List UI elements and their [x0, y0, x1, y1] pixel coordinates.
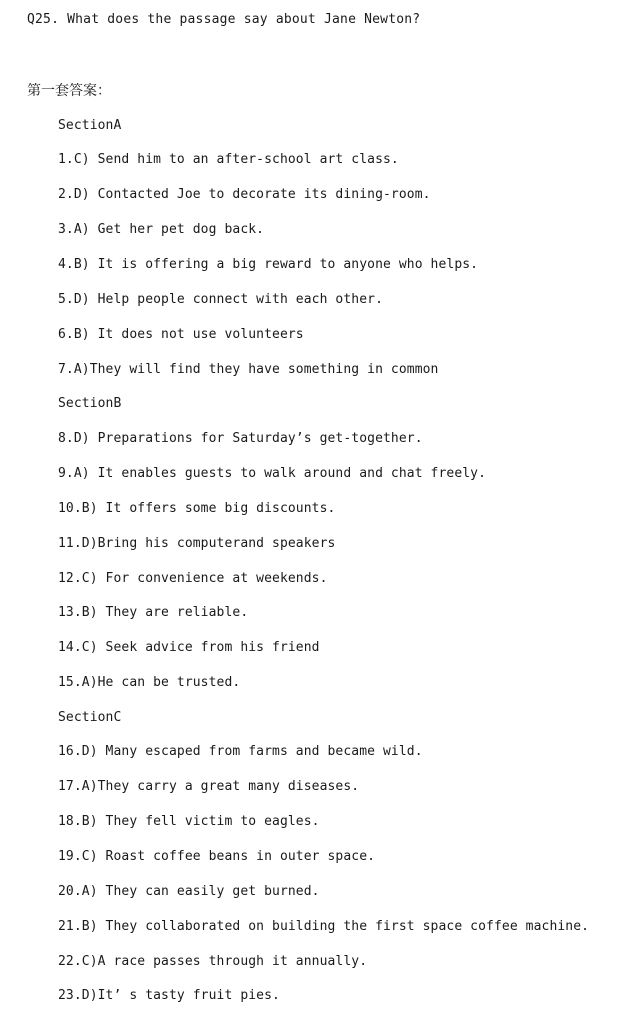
answer-line: 5.D) Help people connect with each other. [58, 292, 383, 307]
answer-line: 20.A) They can easily get burned. [58, 884, 320, 899]
answer-line: 19.C) Roast coffee beans in outer space. [58, 849, 376, 864]
answer-line: 17.A)They carry a great many diseases. [58, 779, 360, 794]
answer-line: 7.A)They will find they have something in common [58, 362, 439, 377]
answer-line: 1.C) Send him to an after-school art class. [58, 152, 399, 167]
answer-line: 13.B) They are reliable. [58, 605, 249, 620]
answer-line: 11.D)Bring his computerand speakers [58, 536, 336, 551]
answer-line: 3.A) Get her pet dog back. [58, 222, 265, 237]
question-text: Q25. What does the passage say about Jane Newton? [27, 12, 421, 27]
answer-line: 10.B) It offers some big discounts. [58, 501, 336, 516]
section-label: SectionA [58, 118, 122, 133]
answer-line: 6.B) It does not use volunteers [58, 327, 304, 342]
answer-line: 2.D) Contacted Joe to decorate its dining-room. [58, 187, 431, 202]
answer-set-heading: 第一套答案： [27, 83, 111, 99]
section-label: SectionC [58, 710, 122, 725]
answer-line: 9.A) It enables guests to walk around and chat freely. [58, 466, 487, 481]
answer-line: 16.D) Many escaped from farms and became wild. [58, 744, 423, 759]
answer-line: 15.A)He can be trusted. [58, 675, 241, 690]
answer-line: 12.C) For convenience at weekends. [58, 571, 328, 586]
answer-line: 21.B) They collaborated on building the first space coffee machine. [58, 919, 590, 934]
answer-line: 4.B) It is offering a big reward to anyone who helps. [58, 257, 479, 272]
answer-line: 18.B) They fell victim to eagles. [58, 814, 320, 829]
answer-line: 22.C)A race passes through it annually. [58, 954, 368, 969]
section-label: SectionB [58, 396, 122, 411]
answer-line: 8.D) Preparations for Saturday’s get-together. [58, 431, 423, 446]
answer-line: 23.D)It’ s tasty fruit pies. [58, 988, 280, 1003]
answer-line: 14.C) Seek advice from his friend [58, 640, 320, 655]
